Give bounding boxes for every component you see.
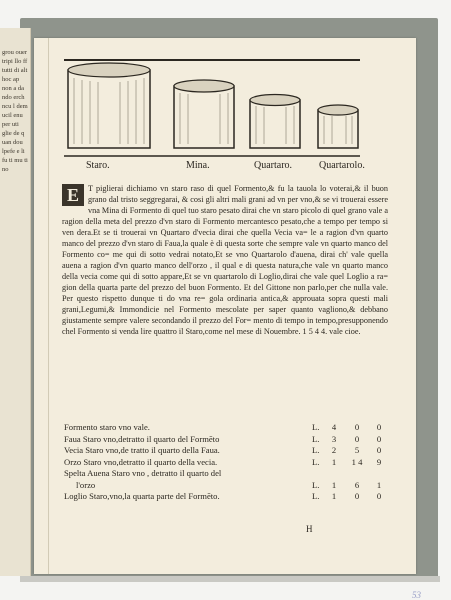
price-soldi: 6: [354, 479, 360, 490]
price-desc: Vecia Staro vno,de tratto il quarto della Faua.: [64, 445, 220, 455]
caption-quartarolo: Quartarolo.: [319, 160, 365, 171]
price-denari: 0: [376, 491, 382, 501]
price-row: [64, 468, 394, 480]
price-row: [64, 457, 394, 469]
drop-cap: E: [62, 184, 84, 206]
price-currency: L.: [312, 445, 320, 455]
left-page-edge: [0, 28, 31, 576]
table-surface-shadow: [20, 576, 440, 582]
vessel-captions: [64, 160, 384, 176]
vessel-staro: [68, 63, 150, 148]
price-lire: 4: [331, 422, 337, 432]
price-desc: Orzo Staro vno,detratto il quarto della vecia.: [64, 456, 218, 467]
price-desc: Formento staro vno vale.: [64, 422, 150, 432]
price-row: [64, 434, 394, 446]
price-soldi: 0: [354, 422, 360, 432]
vessel-quartaro: [250, 95, 300, 149]
price-currency: L.: [312, 422, 320, 432]
page-fold-line: [48, 38, 49, 574]
left-page-fragments: grou ouer tripi llo ff tutti di alt hoc ap non a da ndo erch ncu l dem ucil enu per uti glie de q uan dou lpefe e li fu ti mu ti no: [2, 49, 28, 173]
vessel-mina: [174, 80, 234, 148]
price-lire: 1: [331, 456, 337, 467]
body-paragraph: [62, 183, 388, 337]
book-page: [34, 38, 421, 600]
price-currency: L.: [312, 433, 320, 444]
price-row: [64, 422, 394, 434]
price-currency: L.: [312, 456, 320, 467]
price-denari: 0: [376, 422, 382, 432]
price-desc: l'orzo: [76, 479, 96, 490]
price-currency: L.: [312, 479, 320, 490]
signature-mark: H: [306, 524, 313, 534]
price-denari: 9: [376, 456, 382, 467]
price-currency: L.: [312, 491, 320, 501]
price-soldi: 1 4: [351, 456, 363, 467]
price-desc: Spelta Auena Staro vno , detratto il quarto del: [64, 468, 222, 478]
price-table: [64, 422, 394, 503]
price-row: [64, 491, 394, 503]
price-denari: 0: [376, 433, 382, 444]
paragraph-text: T piglierai dichiamo vn staro raso di quel Formento,& fu la tauola lo voterai,& il buon grano dal tristo seggregarai, & cosi gli altri mali grani ad vn per vno,& se vi trouerai essere vna Mina di Formento di quel tuo staro pesato dirai che vn staro picolo di quel grano vale a ragion della meta del prezzo d'vn staro di Formento mercantesco pesato,che a tempo per tempo si ven dera.Et se ti trouerai vn Quartaro d'vecia dirai che quella Vecia va= le a ragion d'vn quarto manco del prezzo d'vn staro di Faua,la quale è di questa sorte che sempre vale vn quarto manco del Formento co= me qui di sotto vedrai notato,Et se vno Quartarolo d'auena, dirai ch' vale quella auena a ragion d'vn quarto manco dell'orzo , il qual e di questa natura,che vale vn quarto manco della vecia come qui di sotto appare,Et se vn quartarolo di Loglio,dirai che vale quel Loglio a ra= gion della quarta parte del prezzo del buon Formento. Et del Gittone non parlo,per che nulla vale. Per questo rispetto dunque ti do vna re= gola ordinaria antica,& approuata sopra questi mali grani,Legumi,& Immondicie nel Formento mescolate per saper quanto vagliono,& debbano giustamente sempre valere secondando il prezzo del For= mento di tempo in tempo,presupponendo chel Formento si venda lire quattro il Staro,come nel mese di Nouembre. 1 5 4 4. vale cioe.: [62, 184, 388, 336]
price-denari: 1: [376, 479, 382, 490]
price-lire: 2: [331, 445, 337, 455]
price-desc: Faua Staro vno,detratto il quarto del Formēto: [64, 433, 220, 444]
caption-quartaro: Quartaro.: [254, 160, 293, 171]
price-soldi: 0: [354, 491, 360, 501]
price-desc: Loglio Staro,vno,la quarta parte del Formēto.: [64, 491, 220, 501]
pencil-page-number: 53: [412, 590, 421, 600]
price-soldi: 0: [354, 433, 360, 444]
price-lire: 3: [331, 433, 337, 444]
price-soldi: 5: [354, 445, 360, 455]
price-denari: 0: [376, 445, 382, 455]
price-lire: 1: [331, 491, 337, 501]
price-row: [64, 480, 394, 492]
price-row: [64, 445, 394, 457]
caption-staro: Staro.: [86, 160, 110, 171]
price-lire: 1: [331, 479, 337, 490]
vessel-quartarolo: [318, 105, 358, 148]
caption-mina: Mina.: [186, 160, 210, 171]
